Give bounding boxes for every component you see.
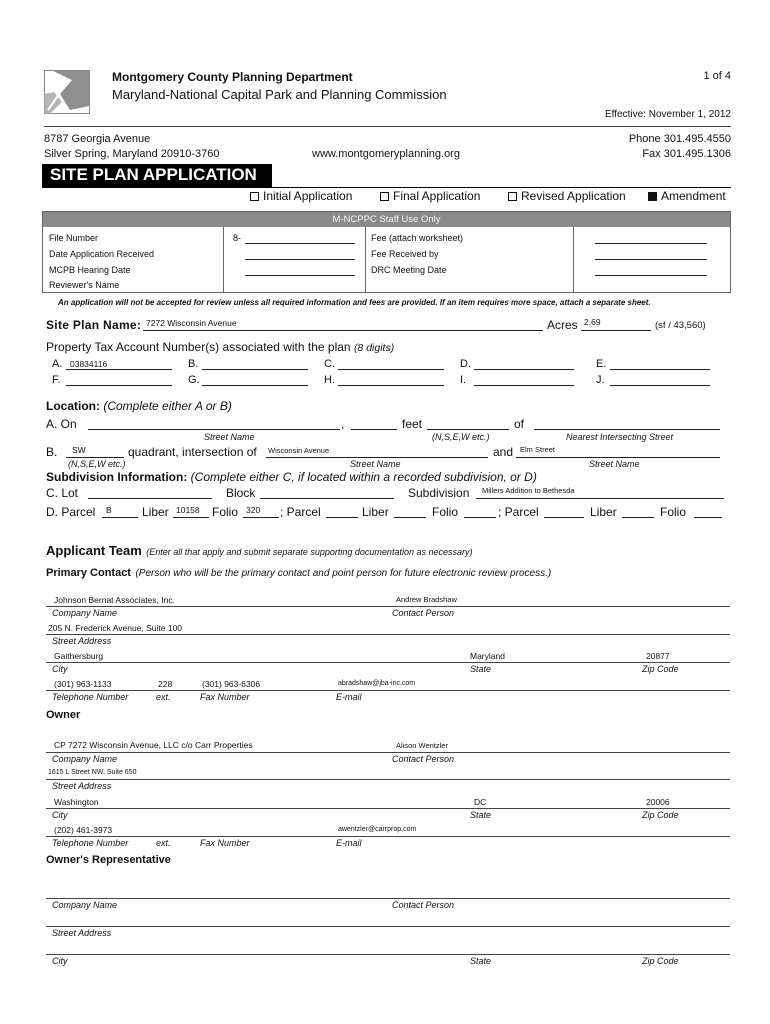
staff-use-table (42, 211, 731, 293)
mncppc-logo (44, 70, 90, 114)
file-number-prefix: 8- (233, 233, 242, 243)
street-address-caption: Street Address (52, 636, 112, 646)
commission-name: Maryland-National Capital Park and Planning Commission (112, 87, 447, 102)
primary-phone-line[interactable] (46, 690, 730, 691)
tax-b-label: B. (188, 358, 199, 370)
primary-ext-value: 228 (158, 679, 173, 689)
owner-street-value: 1615 L Street NW, Suite 650 (48, 769, 137, 776)
quadrant-field[interactable] (66, 457, 124, 458)
primary-city-line[interactable] (46, 662, 730, 663)
app-type-revised[interactable]: Revised Application (508, 189, 626, 203)
location-a-street-field[interactable] (88, 429, 340, 430)
rep-state-caption: State (470, 956, 492, 966)
drc-date-field[interactable] (595, 275, 707, 276)
tax-g-label: G. (188, 374, 200, 386)
acres-label: Acres (547, 318, 578, 332)
city-caption: City (52, 664, 68, 674)
owner-telephone-caption: Telephone Number (52, 838, 129, 848)
block-label: Block (226, 486, 256, 500)
primary-zip-value: 20877 (646, 651, 670, 661)
folio-value: 320 (246, 505, 261, 515)
contact-person-caption: Contact Person (392, 608, 455, 618)
staff-use-heading: M-NCPPC Staff Use Only (43, 212, 730, 227)
acres-field[interactable] (581, 330, 651, 331)
tax-h-label: H. (324, 374, 335, 386)
liber-field[interactable] (173, 517, 209, 518)
fax-number: Fax 301.495.1306 (642, 148, 731, 160)
zip-caption: Zip Code (642, 664, 679, 674)
rep-company-caption: Company Name (52, 900, 118, 910)
tax-a-label: A. (52, 358, 63, 370)
subdivision-label: Subdivision (408, 486, 470, 500)
checked-checkbox-icon (648, 192, 657, 201)
subdivision-heading: Subdivision Information: (Complete either C, if located within a recorded subdivision, or D) (46, 470, 537, 484)
sf-note: (sf / 43,560) (655, 320, 706, 331)
of-label: of (514, 417, 525, 431)
tax-e-field[interactable] (610, 369, 710, 370)
site-plan-name-label: Site Plan Name: (46, 318, 142, 332)
email-caption: E-mail (336, 692, 362, 702)
owner-email-value: awentzler@carrprop.com (338, 826, 417, 833)
department-name: Montgomery County Planning Department (112, 70, 353, 84)
liber-value: 10158 (176, 505, 200, 515)
liber-3-field[interactable] (622, 517, 654, 518)
hearing-date-label: MCPB Hearing Date (49, 265, 131, 275)
block-field[interactable] (260, 498, 394, 499)
header-divider (44, 126, 731, 127)
owner-company-caption: Company Name (52, 754, 118, 764)
folio-2-field[interactable] (464, 517, 496, 518)
reviewer-name-label: Reviewer's Name (49, 280, 120, 290)
and-street-value: Elm Street (520, 445, 556, 454)
owner-state-value: DC (474, 797, 487, 807)
telephone-caption: Telephone Number (52, 692, 129, 702)
rep-contact-caption: Contact Person (392, 900, 455, 910)
checkbox-icon (508, 192, 517, 201)
street-name-caption-c: Street Name (589, 459, 640, 469)
lot-field[interactable] (88, 498, 212, 499)
liber-3-label: Liber (590, 505, 617, 519)
fee-received-field[interactable] (595, 259, 707, 260)
primary-street-line[interactable] (46, 634, 730, 635)
phone-number: Phone 301.495.4550 (628, 133, 731, 145)
owner-phone-value: (202) 461-3973 (54, 825, 113, 835)
owner-street-caption: Street Address (52, 781, 112, 791)
app-type-final[interactable]: Final Application (380, 189, 480, 203)
owner-contact-caption: Contact Person (392, 754, 455, 764)
tax-c-field[interactable] (338, 369, 444, 370)
direction-caption-b: (N,S,E,W etc.) (68, 459, 126, 469)
owner-company-value: CP 7272 Wisconsin Avenue, LLC c/o Carr Properties (54, 740, 253, 750)
folio-label: Folio (212, 505, 239, 519)
fee-label: Fee (attach worksheet) (371, 233, 464, 243)
comma: , (341, 417, 345, 431)
owner-state-caption: State (470, 810, 492, 820)
tax-i-label: I. (460, 374, 467, 386)
tax-i-field[interactable] (474, 385, 574, 386)
website-link[interactable]: www.montgomeryplanning.org (312, 148, 460, 160)
owner-city-caption: City (52, 810, 68, 820)
app-type-amendment[interactable]: Amendment (648, 189, 726, 203)
tax-g-field[interactable] (202, 385, 308, 386)
nearest-street-caption: Nearest Intersecting Street (566, 432, 674, 442)
primary-contact-value: Andrew Bradshaw (396, 595, 457, 604)
tax-e-label: E. (596, 358, 607, 370)
owner-street-line[interactable] (46, 779, 730, 780)
owner-zip-caption: Zip Code (642, 810, 679, 820)
rep-company-line[interactable] (46, 898, 730, 899)
site-plan-name-value: 7272 Wisconsin Avenue (146, 318, 237, 328)
folio-2-label: Folio (432, 505, 459, 519)
tax-d-label: D. (460, 358, 471, 370)
owner-ext-caption: ext. (156, 838, 171, 848)
primary-contact-heading: Primary Contact (Person who will be the primary contact and point person for future electronic review process.) (46, 567, 552, 579)
quadrant-text: quadrant, intersection of (128, 445, 257, 459)
primary-street-value: 205 N. Frederick Avenue, Suite 100 (48, 623, 183, 633)
parcel-3-field[interactable] (544, 517, 584, 518)
primary-fax-value: (301) 963-6306 (202, 679, 261, 689)
and-street-field[interactable] (516, 457, 720, 458)
and-label: and (493, 445, 514, 459)
owner-zip-value: 20006 (646, 797, 670, 807)
owner-contact-value: Alison Wentzler (396, 741, 448, 750)
folio-field[interactable] (243, 517, 279, 518)
folio-3-field[interactable] (694, 517, 722, 518)
liber-2-label: Liber (362, 505, 389, 519)
liber-2-field[interactable] (394, 517, 426, 518)
state-caption: State (470, 664, 492, 674)
subdivision-field[interactable] (476, 498, 724, 499)
hearing-date-field[interactable] (245, 275, 355, 276)
location-a-direction-field[interactable] (427, 429, 509, 430)
acres-value: 2.69 (584, 317, 601, 327)
parcel-field[interactable] (102, 517, 138, 518)
owner-company-line[interactable] (46, 752, 730, 753)
owner-city-value: Washington (54, 797, 99, 807)
tax-account-label: Property Tax Account Number(s) associated with the plan (8 digits) (46, 340, 395, 354)
checkbox-icon (380, 192, 389, 201)
app-type-initial[interactable]: Initial Application (250, 189, 352, 203)
direction-caption: (N,S,E,W etc.) (432, 432, 490, 442)
folio-3-label: Folio (660, 505, 687, 519)
file-number-field[interactable] (245, 243, 355, 244)
company-name-caption: Company Name (52, 608, 118, 618)
location-heading: Location: (Complete either A or B) (46, 399, 232, 413)
feet-label: feet (402, 417, 423, 431)
rep-city-line[interactable] (46, 954, 730, 955)
rep-street-line[interactable] (46, 926, 730, 927)
rep-street-caption: Street Address (52, 928, 112, 938)
primary-company-line[interactable] (46, 606, 730, 607)
tax-d-field[interactable] (474, 369, 574, 370)
tax-c-label: C. (324, 358, 335, 370)
effective-date: Effective: November 1, 2012 (605, 109, 731, 120)
intersection-street-value: Wisconsin Avenue (268, 446, 330, 455)
rep-city-caption: City (52, 956, 68, 966)
liber-label: Liber (142, 505, 169, 519)
street-name-caption: Street Name (204, 432, 255, 442)
quadrant-value: SW (72, 445, 86, 455)
tax-j-field[interactable] (610, 385, 710, 386)
notice-text: An application will not be accepted for review unless all required information and fees are provided. If an item requires more space, attach a separate sheet. (58, 298, 651, 307)
owner-fax-caption: Fax Number (200, 838, 250, 848)
subdivision-value: Millers Addition to Bethesda (482, 486, 575, 495)
primary-company-value: Johnson Bernat Associates, Inc. (54, 595, 175, 605)
owner-heading: Owner (46, 709, 81, 721)
applicant-team-heading: Applicant Team (Enter all that apply and submit separate supporting documentation as necessary) (46, 543, 473, 558)
parcel-value: B (106, 505, 112, 515)
fax-caption: Fax Number (200, 692, 250, 702)
parcel-2-label: ; Parcel (280, 505, 321, 519)
tax-f-field[interactable] (66, 385, 172, 386)
fee-field[interactable] (595, 243, 707, 244)
lot-label: C. Lot (46, 486, 79, 500)
page-number: 1 of 4 (703, 70, 731, 82)
tax-a-field[interactable] (66, 369, 172, 370)
parcel-3-label: ; Parcel (498, 505, 539, 519)
primary-email-value: abradshaw@jba-inc.com (338, 680, 416, 687)
title-divider (42, 187, 731, 188)
date-received-field[interactable] (245, 259, 355, 260)
address-line-2: Silver Spring, Maryland 20910-3760 (44, 148, 220, 160)
address-line-1: 8787 Georgia Avenue (44, 133, 151, 145)
tax-j-label: J. (596, 374, 605, 386)
location-a-feet-field[interactable] (351, 429, 397, 430)
street-name-caption-b: Street Name (350, 459, 401, 469)
location-b-label: B. (46, 445, 58, 459)
ext-caption: ext. (156, 692, 171, 702)
rep-zip-caption: Zip Code (642, 956, 679, 966)
owner-email-caption: E-mail (336, 838, 362, 848)
parcel-label: D. Parcel (46, 505, 96, 519)
tax-b-field[interactable] (202, 369, 308, 370)
drc-date-label: DRC Meeting Date (371, 265, 447, 275)
owner-city-line[interactable] (46, 808, 730, 809)
parcel-2-field[interactable] (326, 517, 358, 518)
tax-a-value: 03834116 (70, 359, 108, 369)
location-a-label: A. On (46, 417, 77, 431)
checkbox-icon (250, 192, 259, 201)
location-a-intersecting-field[interactable] (534, 429, 720, 430)
intersection-street-field[interactable] (266, 457, 488, 458)
date-received-label: Date Application Received (49, 249, 155, 259)
primary-city-value: Gaithersburg (54, 651, 104, 661)
site-plan-name-field[interactable] (143, 330, 543, 331)
tax-h-field[interactable] (338, 385, 444, 386)
primary-state-value: Maryland (470, 651, 505, 661)
form-title: SITE PLAN APPLICATION (50, 165, 257, 184)
owner-phone-line[interactable] (46, 836, 730, 837)
owner-rep-heading: Owner's Representative (46, 854, 171, 866)
fee-received-label: Fee Received by (371, 249, 439, 259)
file-number-label: File Number (49, 233, 99, 243)
primary-phone-value: (301) 963-1133 (54, 679, 112, 689)
tax-f-label: F. (52, 374, 61, 386)
